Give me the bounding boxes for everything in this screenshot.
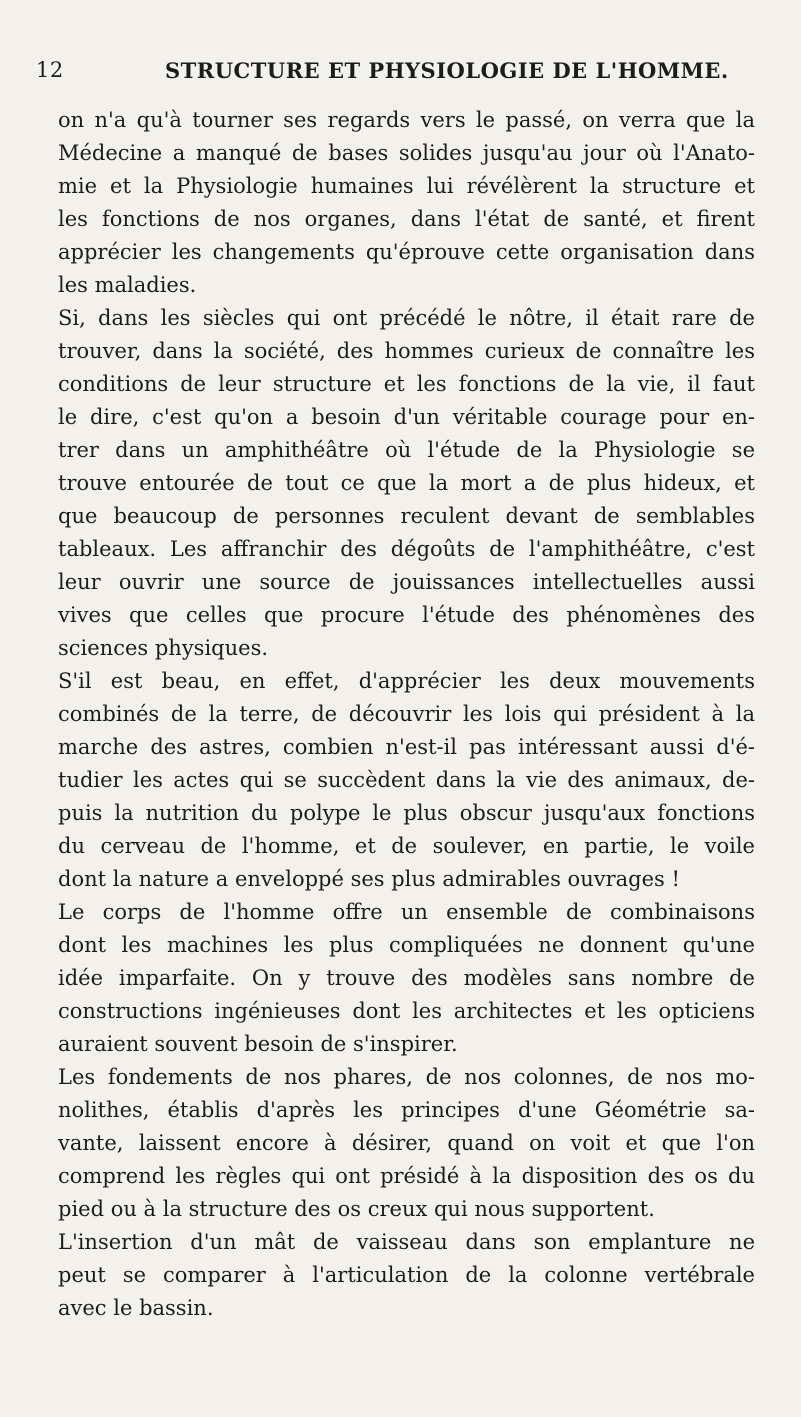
- page-header: [36, 58, 766, 86]
- text-line: vives que celles que procure l'étude des phénomènes des: [58, 603, 755, 627]
- page-number: 12: [36, 58, 64, 82]
- text-line: Le corps de l'homme offre un ensemble de combinaisons: [58, 900, 755, 924]
- text-line: constructions ingénieuses dont les architectes et les opticiens: [58, 999, 755, 1023]
- text-line: sciences physiques.: [58, 636, 269, 660]
- text-line: les maladies.: [58, 273, 197, 297]
- text-line: comprend les règles qui ont présidé à la disposition des os du: [58, 1164, 755, 1188]
- text-line: auraient souvent besoin de s'inspirer.: [58, 1032, 458, 1056]
- text-line: leur ouvrir une source de jouissances intellectuelles aussi: [58, 570, 755, 594]
- text-line: dont les machines les plus compliquées ne donnent qu'une: [58, 933, 755, 957]
- text-line: conditions de leur structure et les fonctions de la vie, il faut: [58, 372, 755, 396]
- text-line: Médecine a manqué de bases solides jusqu'au jour où l'Anato-: [58, 141, 755, 165]
- text-line: pied ou à la structure des os creux qui nous supportent.: [58, 1197, 655, 1221]
- text-line: puis la nutrition du polype le plus obscur jusqu'aux fonctions: [58, 801, 755, 825]
- text-line: les fonctions de nos organes, dans l'état de santé, et firent: [58, 207, 755, 231]
- text-line: avec le bassin.: [58, 1296, 214, 1320]
- text-line: combinés de la terre, de découvrir les lois qui président à la: [58, 702, 755, 726]
- text-line: Si, dans les siècles qui ont précédé le nôtre, il était rare de: [58, 306, 755, 330]
- text-line: peut se comparer à l'articulation de la colonne vertébrale: [58, 1263, 755, 1287]
- text-line: que beaucoup de personnes reculent devant de semblables: [58, 504, 755, 528]
- body-text: [58, 104, 755, 1404]
- text-line: trer dans un amphithéâtre où l'étude de la Physiologie se: [58, 438, 755, 462]
- text-line: idée imparfaite. On y trouve des modèles sans nombre de: [58, 966, 755, 990]
- text-line: vante, laissent encore à désirer, quand on voit et que l'on: [58, 1131, 755, 1155]
- text-line: dont la nature a enveloppé ses plus admirables ouvrages !: [58, 867, 680, 891]
- text-line: nolithes, établis d'après les principes d'une Géométrie sa-: [58, 1098, 755, 1122]
- text-line: tableaux. Les affranchir des dégoûts de l'amphithéâtre, c'est: [58, 537, 755, 561]
- text-line: mie et la Physiologie humaines lui révélèrent la structure et: [58, 174, 755, 198]
- text-line: S'il est beau, en effet, d'apprécier les deux mouvements: [58, 669, 755, 693]
- text-line: Les fondements de nos phares, de nos colonnes, de nos mo-: [58, 1065, 755, 1089]
- text-line: L'insertion d'un mât de vaisseau dans son emplanture ne: [58, 1230, 755, 1254]
- text-line: marche des astres, combien n'est-il pas intéressant aussi d'é-: [58, 735, 755, 759]
- text-line: on n'a qu'à tourner ses regards vers le passé, on verra que la: [58, 108, 755, 132]
- text-line: le dire, c'est qu'on a besoin d'un véritable courage pour en-: [58, 405, 755, 429]
- text-line: trouve entourée de tout ce que la mort a de plus hideux, et: [58, 471, 755, 495]
- text-line: du cerveau de l'homme, et de soulever, en partie, le voile: [58, 834, 755, 858]
- running-head: STRUCTURE ET PHYSIOLOGIE DE L'HOMME.: [165, 58, 729, 83]
- text-line: tudier les actes qui se succèdent dans la vie des animaux, de-: [58, 768, 755, 792]
- text-line: apprécier les changements qu'éprouve cette organisation dans: [58, 240, 755, 264]
- text-line: trouver, dans la société, des hommes curieux de connaître les: [58, 339, 755, 363]
